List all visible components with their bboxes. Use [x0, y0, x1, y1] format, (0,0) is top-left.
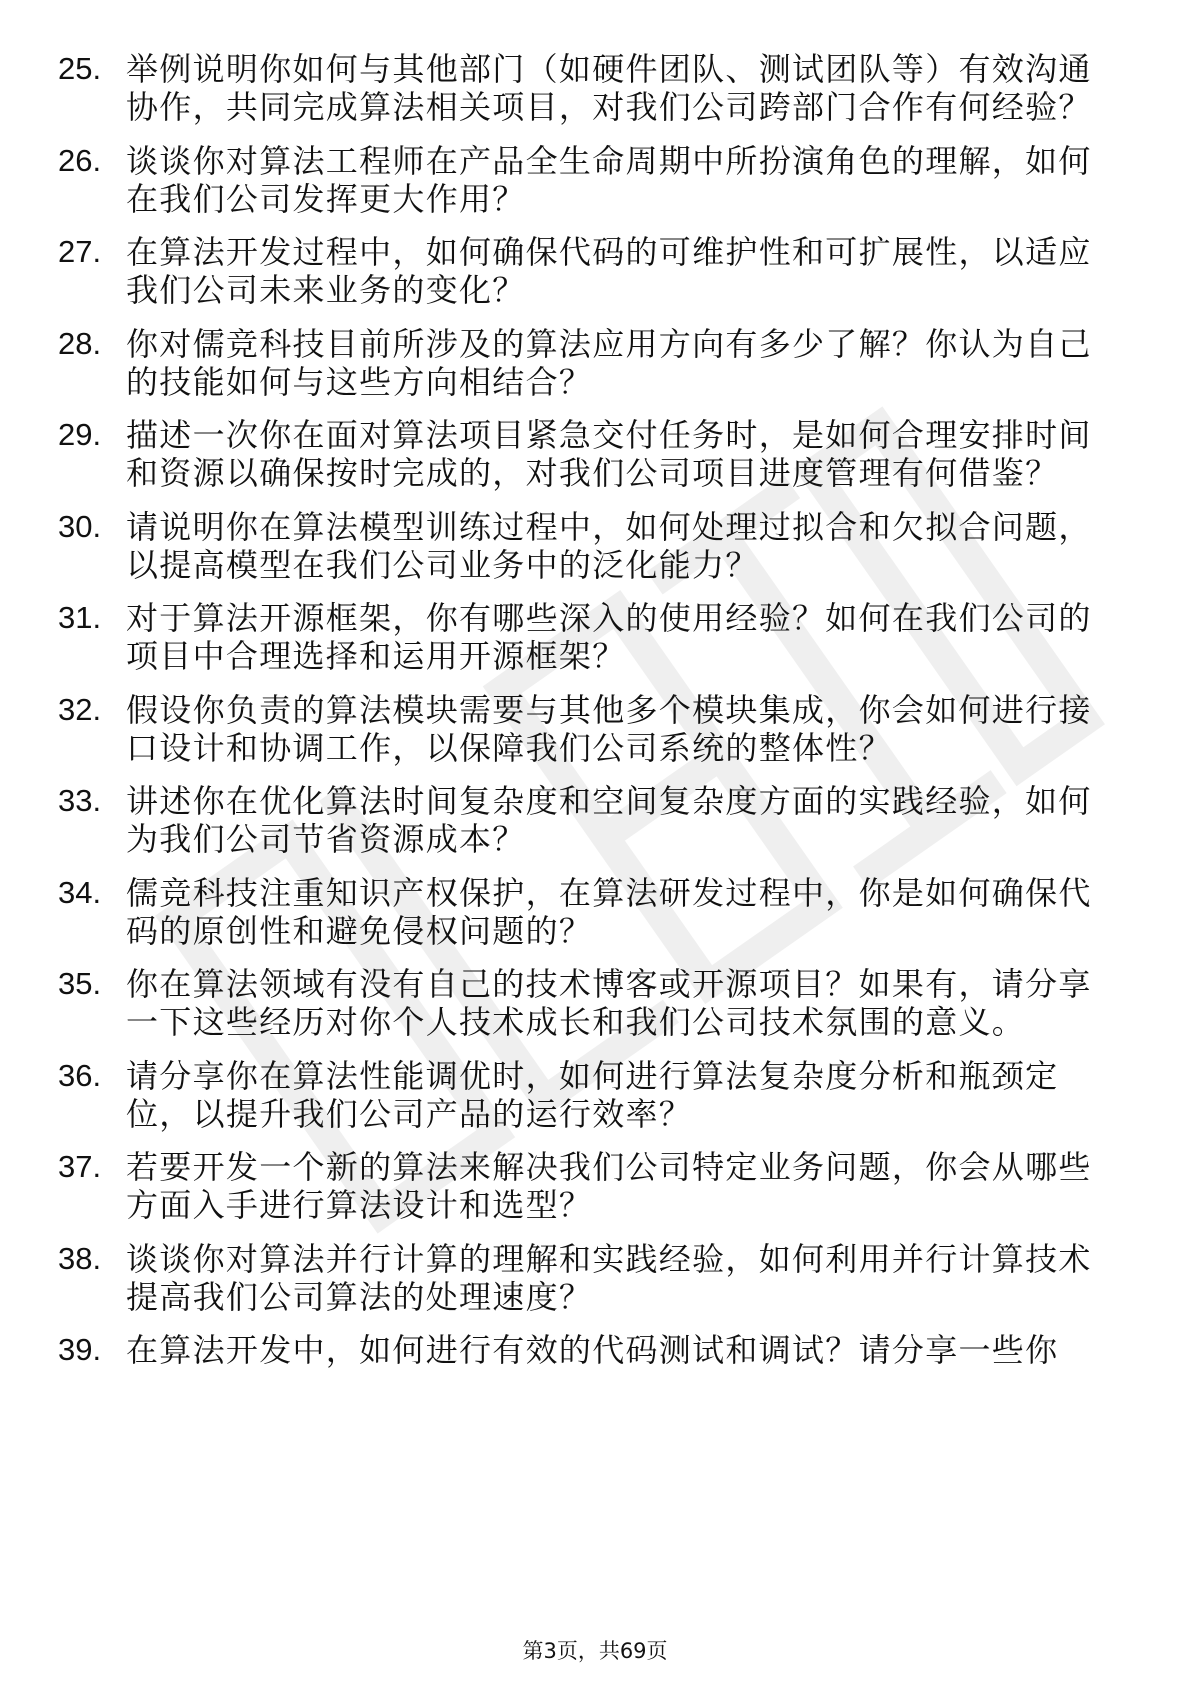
question-number: 34.: [58, 874, 102, 910]
list-item: [58, 1057, 1118, 1133]
question-text: 谈谈你对算法工程师在产品全生命周期中所扮演角色的理解，如何在我们公司发挥更大作用？: [126, 141, 1092, 218]
list-item: [58, 50, 1118, 126]
question-number: 36.: [58, 1057, 102, 1093]
question-text: 谈谈你对算法并行计算的理解和实践经验，如何利用并行计算技术提高我们公司算法的处理速度？: [126, 1239, 1092, 1316]
question-number: 35.: [58, 966, 102, 1001]
list-item: [58, 416, 1118, 492]
question-number: 39.: [58, 1332, 102, 1367]
list-item: [58, 325, 1118, 401]
question-text: 儒竞科技注重知识产权保护，在算法研发过程中，你是如何确保代码的原创性和避免侵权问题的？: [126, 873, 1092, 950]
question-text: 请分享你在算法性能调优时，如何进行算法复杂度分析和瓶颈定位，以提升我们公司产品的运行效率？: [126, 1056, 1059, 1133]
question-number: 32.: [58, 691, 102, 727]
question-number: 30.: [58, 508, 102, 544]
question-number: 31.: [58, 600, 102, 635]
question-text: 在算法开发过程中，如何确保代码的可维护性和可扩展性，以适应我们公司未来业务的变化？: [126, 233, 1092, 309]
list-item: [58, 1331, 1118, 1369]
question-text: 在算法开发中，如何进行有效的代码测试和调试？请分享一些你: [126, 1331, 1059, 1369]
question-number: 27.: [58, 234, 102, 269]
question-number: 29.: [58, 417, 102, 452]
question-number: 33.: [58, 783, 102, 818]
list-item: [58, 874, 1118, 950]
list-item: [58, 142, 1118, 218]
list-item: [58, 965, 1118, 1041]
question-number: 28.: [58, 325, 102, 361]
question-text: 举例说明你如何与其他部门（如硬件团队、测试团队等）有效沟通协作，共同完成算法相关项目，对我们公司跨部门合作有何经验？: [126, 50, 1092, 126]
list-item: [58, 782, 1118, 858]
list-item: [58, 599, 1118, 675]
list-item: [58, 1148, 1118, 1224]
question-number: 37.: [58, 1149, 102, 1184]
question-text: 若要开发一个新的算法来解决我们公司特定业务问题，你会从哪些方面入手进行算法设计和选型？: [126, 1148, 1092, 1224]
question-text: 对于算法开源框架，你有哪些深入的使用经验？如何在我们公司的项目中合理选择和运用开源框架？: [126, 599, 1092, 675]
question-list: [58, 50, 1118, 1385]
question-text: 假设你负责的算法模块需要与其他多个模块集成，你会如何进行接口设计和协调工作，以保障我们公司系统的整体性？: [126, 690, 1092, 767]
list-item: [58, 508, 1118, 584]
page-footer: 第3页，共69页: [522, 1639, 668, 1663]
question-text: 请说明你在算法模型训练过程中，如何处理过拟合和欠拟合问题，以提高模型在我们公司业务中的泛化能力？: [126, 507, 1092, 584]
question-number: 38.: [58, 1240, 102, 1276]
question-number: 26.: [58, 142, 102, 178]
list-item: [58, 691, 1118, 767]
question-text: 你对儒竞科技目前所涉及的算法应用方向有多少了解？你认为自己的技能如何与这些方向相结合？: [126, 324, 1092, 401]
question-number: 25.: [58, 51, 102, 86]
list-item: [58, 233, 1118, 309]
question-text: 描述一次你在面对算法项目紧急交付任务时，是如何合理安排时间和资源以确保按时完成的，对我们公司项目进度管理有何借鉴？: [126, 416, 1092, 492]
list-item: [58, 1240, 1118, 1316]
question-text: 你在算法领域有没有自己的技术博客或开源项目？如果有，请分享一下这些经历对你个人技术成长和我们公司技术氛围的意义。: [126, 965, 1092, 1041]
question-text: 讲述你在优化算法时间复杂度和空间复杂度方面的实践经验，如何为我们公司节省资源成本？: [126, 782, 1092, 858]
